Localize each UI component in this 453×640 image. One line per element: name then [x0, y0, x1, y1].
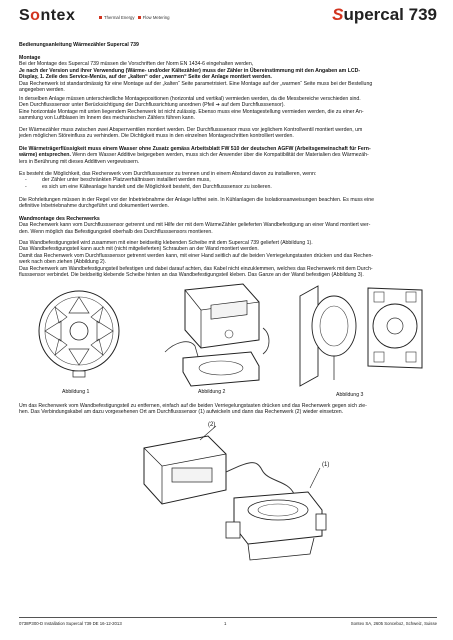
section-wall-mount	[19, 216, 437, 235]
sontex-logo: Sontex	[19, 7, 76, 24]
paragraph-line: Es besteht die Möglichkeit, das Rechenwerk vom Durchflusssensor zu trennen und in einem Abstand davon zu installieren, wenn:	[19, 171, 317, 177]
sontex-tagline: Thermal Energy Flow Metering	[96, 15, 170, 20]
paragraph-line: lers in Berührung mit dieses Additiven vergewissern.	[19, 158, 140, 165]
figure-2-caption: Abbildung 2	[198, 389, 226, 395]
paragraph-fluid	[19, 146, 437, 165]
paragraph-line: flusssensor verbindet. Die beidseitig klebende Scheibe hinten an das Wandbefestigungsteil kleben. Das Ganze an der Wand befestigen (Abbildung 3).	[19, 272, 364, 279]
supercal-logo: Supercal 739	[332, 5, 437, 24]
figure-3-caption: Abbildung 3	[336, 392, 364, 398]
montage-text: Bei der Montage des Supercal 739 müssen die Vorschriften der Norm EN 1434-6 eingehalten werden,	[19, 61, 254, 68]
paragraph-line: Die Rohrleitungen müssen in der Regel vor der Inbetriebnahme der Anlage luftfrei sein. In Kühlanlagen die Isolationsanweisungen beachten. Es muss eine	[19, 197, 374, 203]
callout-calculator: (2)	[208, 422, 216, 428]
page-header	[19, 5, 437, 29]
paragraph-line: Das Wandbefestigungsteil wird zusammen mit einer beidseitig klebenden Scheibe mit dem Supercal 739 geliefert (Abbildung 1).	[19, 240, 313, 246]
callout-flow-sensor: (1)	[322, 462, 330, 468]
montage-text: Je nach der Version und ihrer Verwendung (Wärme- und/oder Kältezähler) muss der Zähler in Übereinstimmung mit den Angaben am LCD-	[19, 67, 361, 74]
document-title: Bedienungsanleitung Wärmezähler Supercal 739	[19, 42, 139, 48]
figure-3-wall-mounted-calculator	[290, 280, 440, 388]
figure-2-calculator-removal	[155, 282, 275, 388]
paragraph-line: Das Rechenwerk am Wandbefestigungsteil befestigen und dabei darauf achten, das Kabel nicht einzuklemmen, welches das Rechenwerk mit dem Durch-	[19, 265, 373, 272]
paragraph-line: Um das Rechenwerk vom Wandbefestigungsteil zu entfernen, einfach auf die beiden Verriegelungstasten drücken und das Rechenwerk gegen sich zie-	[19, 403, 367, 409]
montage-text: angegeben werden.	[19, 87, 65, 94]
paragraph-line: wärme) entsprechen. Wenn dem Wasser Additive beigegeben werden, muss sich der Anwender über die Kompatibilität der Materialien des Wärmezäh-	[19, 152, 369, 159]
paragraph-piping	[19, 197, 437, 210]
bullet-item: - der Zähler unter beschränkten Platzverhältnissen installiert werden muss,	[25, 177, 211, 184]
montage-heading: Montage	[19, 55, 41, 61]
bullet-item: - es sich um eine Kälteanlage handelt und die Möglichkeit besteht, den Durchflusssensor zu isolieren.	[25, 183, 272, 190]
footer-page-number: 1	[224, 621, 227, 626]
paragraph-line: hen. Das Verbindungskabel am dazu vorgesehenen Ort am Durchflusssensor (1) aufwickeln und dann das Rechenwerk (2) wieder einsetzen.	[19, 409, 344, 416]
paragraph-line: definitive Inbetriebnahme durchgeführt und dokumentiert werden.	[19, 203, 169, 210]
paragraph-line: Der Wärmezähler muss zwischen zwei Absperrventilen montiert werden. Der Durchflusssensor muss vor jeglichem Kontrollventil montiert werden, um	[19, 127, 363, 133]
paragraph-line: Damit das Rechenwerk vom Durchflusssensor getrennt werden kann, mit einer Hand seitlich auf die beiden Verriegelungstasten drücken und das Rechen-	[19, 252, 374, 259]
figure-cable-winding	[138, 418, 328, 568]
paragraph-line: Eine horizontale Montage mit unten liegendem Rechenwerk ist nicht zulässig. Ebenso muss eine Montagestellung vermieden werden, die zu einer An-	[19, 108, 364, 115]
paragraph-line: Das Wandbefestigungsteil kann auch mit (nicht mitgelieferten) Schrauben an der Wand montiert werden.	[19, 246, 259, 253]
paragraph-separation	[19, 171, 437, 190]
wall-mount-heading: Wandmontage des Rechenwerks	[19, 216, 100, 222]
footer-doc-id: 0738P300-D Installation Supercal 739 DE 16-12-2013	[19, 621, 122, 626]
paragraph-positions	[19, 96, 437, 122]
footer-company: Sontex SA, 2605 Sonceboz, Schweiz, Suisse	[350, 621, 437, 626]
figure-1-caption: Abbildung 1	[62, 389, 90, 395]
paragraph-line: Den Durchflusssensor unter Berücksichtigung der Durchflussrichtung anordnen (Pfeil ➔ auf dem Durchflusssensor).	[19, 102, 285, 109]
paragraph-line: den. Wenn möglich das Befestigungsteil oberhalb des Durchflusssensors montieren.	[19, 228, 213, 235]
paragraph-line: Das Rechenwerk kann vom Durchflusssensor getrennt und mit Hilfe der mit dem WärmeZähler gelieferten Wandbefestigung an einer Wand montiert wer-	[19, 222, 371, 229]
paragraph-line: sammlung von Luftblasen im Innern des mechanischen Zählers führen kann.	[19, 115, 195, 122]
paragraph-line: werk nach oben ziehen (Abbildung 2).	[19, 259, 107, 266]
paragraph-wall-bracket	[19, 240, 437, 278]
footer-rule	[19, 617, 437, 618]
section-montage	[19, 55, 437, 93]
paragraph-removal	[19, 403, 437, 416]
montage-text: Das Rechenwerk ist standardmässig für eine Montage auf der „kalten“ Seite parametrisiert. Eine Montage auf der „warmen“ Seite muss bei der Bestellung	[19, 80, 373, 87]
figure-1-wall-bracket	[19, 283, 137, 383]
paragraph-line: Die Wärmeträgerflüssigkeit muss einem Wasser ohne Zusatz gemäss Arbeitsblatt FW 510 der deutschen AGFW (Arbeitsgemeinschaft für Fern-	[19, 146, 371, 152]
paragraph-line: In derselben Anlage müssen unterschiedliche Montagepositionen (horizontal und vertikal) vermieden werden, da die Messbereiche verschieden sind.	[19, 96, 361, 102]
paragraph-valves	[19, 127, 437, 140]
montage-text: Display, 1. Zeile des Service-Menüs, auf der „kalten“ oder „warmen“ Seite der Anlage montiert werden.	[19, 74, 272, 81]
paragraph-line: jeden möglichen Störeinfluss zu verhindern. Die Dichtigkeit muss in den einzelnen Montageschritten kontrolliert werden.	[19, 133, 294, 140]
